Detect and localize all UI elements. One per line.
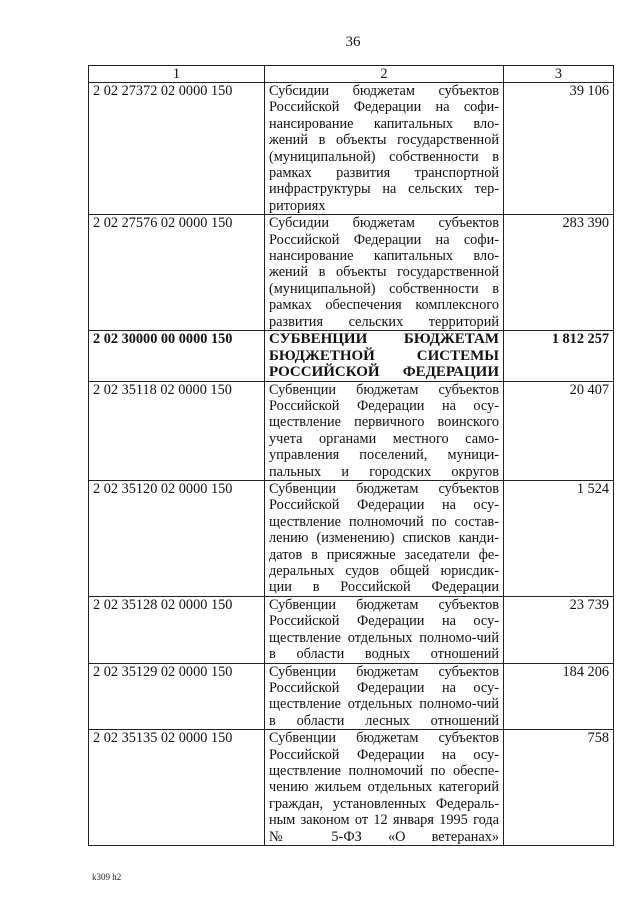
row-amount: 184 206 — [504, 663, 614, 730]
table-row — [89, 663, 614, 730]
row-amount: 758 — [504, 730, 614, 846]
row-name: Субвенции бюджетам субъектов Российской Федерации на осу-ществление первичного воинского учета органами местного само-управления поселений, муници-пальных и городских округов — [265, 381, 504, 480]
row-code: 2 02 27372 02 0000 150 — [89, 83, 265, 215]
budget-table — [88, 65, 614, 846]
row-amount: 39 106 — [504, 83, 614, 215]
row-amount: 1 812 257 — [504, 331, 614, 382]
column-header-2: 2 — [265, 66, 504, 83]
row-name: Субсидии бюджетам субъектов Российской Федерации на софи-нансирование капитальных вло-жений в объекты государственной (муниципальной) собственности в рамках развития транспортной инфраструктуры на сельских тер-риториях — [265, 83, 504, 215]
column-header-3: 3 — [504, 66, 614, 83]
row-name: Субвенции бюджетам субъектов Российской Федерации на осу-ществление полномочий по состав-лению (изменению) списков канди-датов в присяжные заседатели фе-деральных судов общей юрисдик-ции в Российской Федерации — [265, 481, 504, 597]
row-code: 2 02 35129 02 0000 150 — [89, 663, 265, 730]
column-header-1: 1 — [89, 66, 265, 83]
row-amount: 283 390 — [504, 215, 614, 331]
table-header-row — [89, 66, 614, 83]
row-code: 2 02 35118 02 0000 150 — [89, 381, 265, 480]
row-amount: 1 524 — [504, 481, 614, 597]
table-row — [89, 730, 614, 846]
row-code: 2 02 35128 02 0000 150 — [89, 596, 265, 663]
table-row — [89, 83, 614, 215]
row-amount: 23 739 — [504, 596, 614, 663]
row-name: СУБВЕНЦИИ БЮДЖЕТАМ БЮДЖЕТНОЙ СИСТЕМЫ РОССИЙСКОЙ ФЕДЕРАЦИИ — [265, 331, 504, 382]
row-name: Субвенции бюджетам субъектов Российской Федерации на осу-ществление отдельных полномо-чий в области водных отношений — [265, 596, 504, 663]
table-row — [89, 596, 614, 663]
table-row — [89, 481, 614, 597]
row-name: Субвенции бюджетам субъектов Российской Федерации на осу-ществление полномочий по обеспе-чению жильем отдельных категорий граждан, установленных Федераль-ным законом от 12 января 1995 года № 5-ФЗ «О ветеранах» — [265, 730, 504, 846]
table-row-section — [89, 331, 614, 382]
row-code: 2 02 30000 00 0000 150 — [89, 331, 265, 382]
row-amount: 20 407 — [504, 381, 614, 480]
row-code: 2 02 35135 02 0000 150 — [89, 730, 265, 846]
row-name: Субсидии бюджетам субъектов Российской Федерации на софи-нансирование капитальных вло-жений в объекты государственной (муниципальной) собственности в рамках обеспечения комплексного развития сельских территорий — [265, 215, 504, 331]
table-row — [89, 215, 614, 331]
row-code: 2 02 35120 02 0000 150 — [89, 481, 265, 597]
table-row — [89, 381, 614, 480]
row-name: Субвенции бюджетам субъектов Российской Федерации на осу-ществление отдельных полномо-чий в области лесных отношений — [265, 663, 504, 730]
row-code: 2 02 27576 02 0000 150 — [89, 215, 265, 331]
page-number: 36 — [345, 34, 361, 50]
footer-code: k309 h2 — [92, 872, 122, 882]
